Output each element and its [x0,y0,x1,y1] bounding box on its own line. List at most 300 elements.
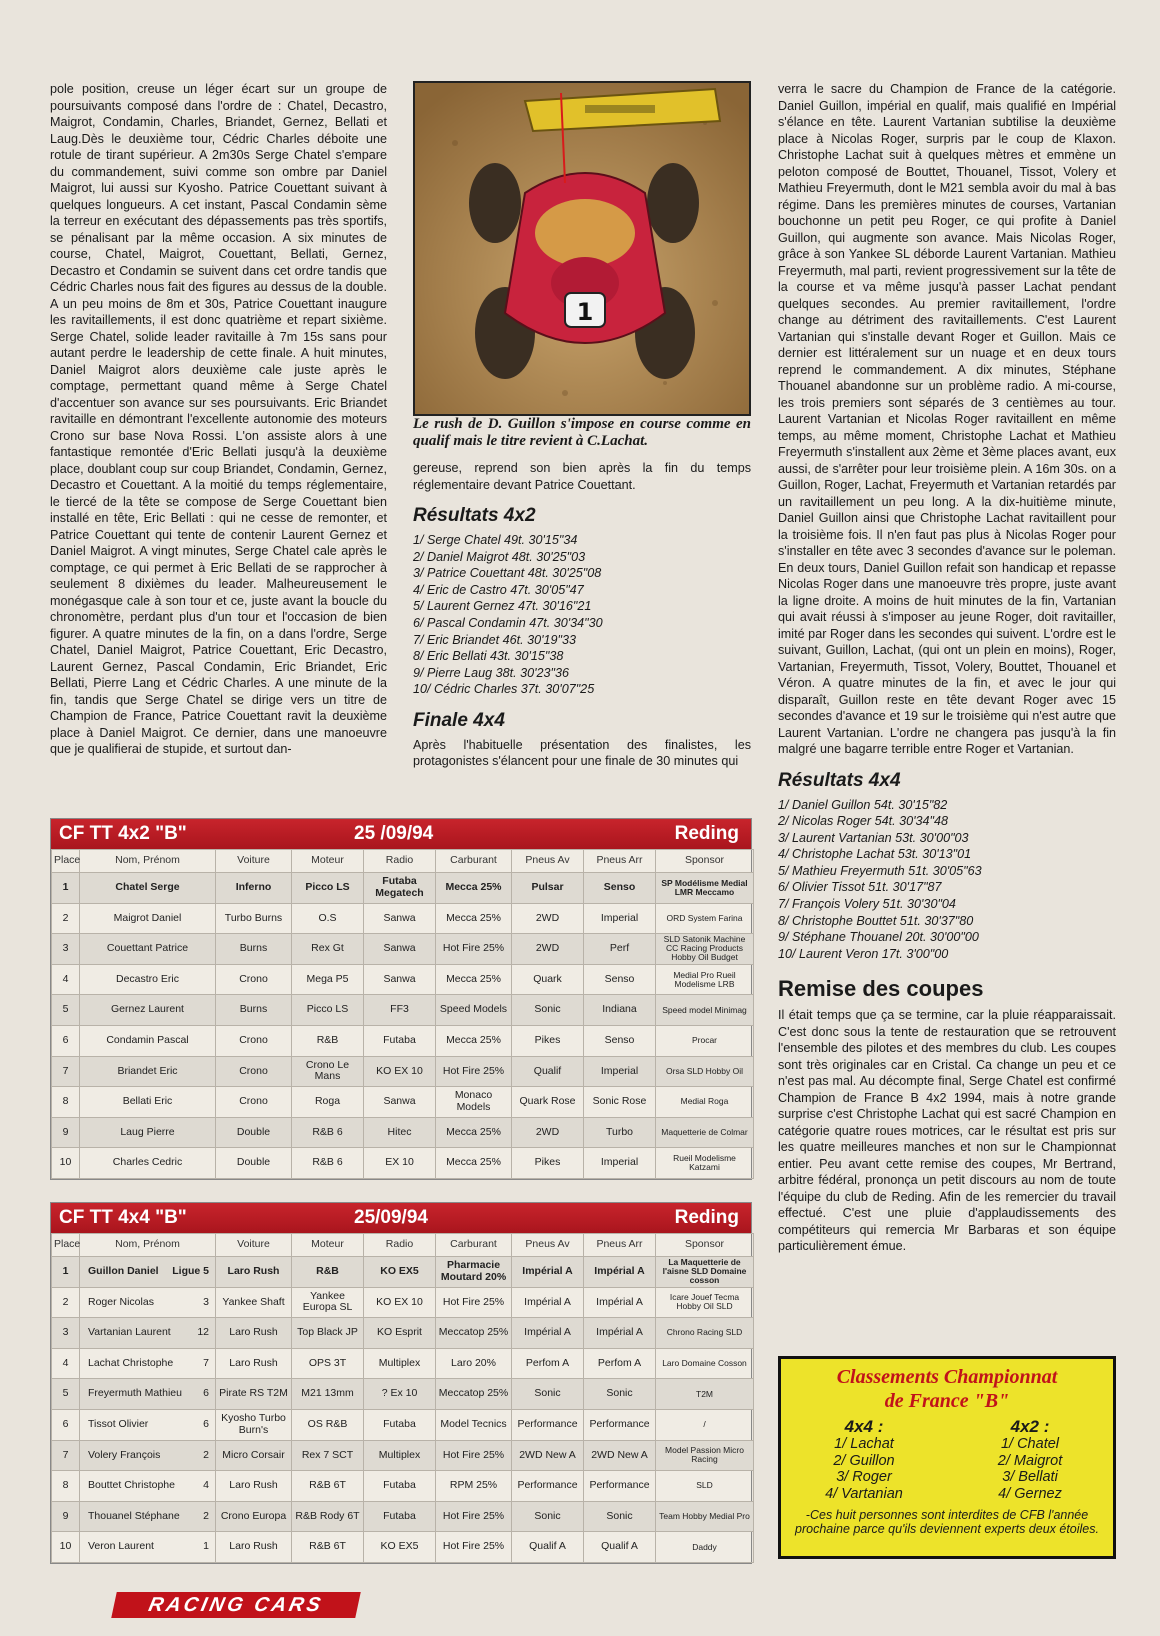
table-row [52,1025,754,1056]
cell: Imperial [584,1056,656,1087]
result-item: 5/ Mathieu Freyermuth 51t. 30'05"63 [778,863,982,878]
cell [80,1409,216,1440]
cell: Burns [216,934,292,965]
cell: R&B 6 [292,1117,364,1148]
result-item: 10/ Laurent Veron 17t. 3'00"00 [778,946,949,961]
result-item: 5/ Laurent Gernez 47t. 30'16"21 [413,599,592,614]
cell: Futaba [364,1501,436,1532]
col-header: Voiture [216,850,292,873]
result-item: 4/ Christophe Lachat 53t. 30'13"01 [778,847,972,862]
cell: Qualif A [584,1532,656,1563]
cell: Laro Rush [216,1318,292,1349]
result-item: 1/ Serge Chatel 49t. 30'15"34 [413,533,578,547]
driver-name: Tissot Olivier [88,1418,149,1431]
cell: Rueil Modelisme Katzami [656,1148,754,1179]
cell: Decastro Eric [80,964,216,995]
league-number: 1 [203,1540,209,1553]
driver-name: Guillon Daniel [88,1265,159,1278]
classements-4x2 [947,1417,1113,1502]
cell: ORD System Farina [656,903,754,934]
cell: Futaba Megatech [364,873,436,904]
cell: Pikes [512,1025,584,1056]
table-row [52,1348,754,1379]
article-text: Il était temps que ça se termine, car la pluie réapparaissait. C'est donc sous la tente de restauration que se retrouvent l'ensemble des pilotes et des membres du club. Les coupes sont très originales car en Cristal. Ca change un peu et ce n'est pas mal. Au décompte final, Serge Chatel est confirmé Champion de France B 4x2 1994, mais à notre grande surprise c'est Christophe Lachat qui est sacré Champion en catégorie quatre roues motrices, car le résultat est pris sur les quatre meilleures manches et non sur le Championnat entier. Peu avant cette remise des coupes, Mr Bertrand, arbitre fédéral, prononça un petit discours au nom de toute l'équipe du club de Reding. Afin de les remercier du travail effectué. C'est une pluie d'applaudissements des compétiteurs qui remercia Mr Barbaras et son équipe particulièrement émue. [778,1008,1116,1254]
cell: Crono Europa [216,1501,292,1532]
results-4x4-list [778,797,1116,963]
cell: Burns [216,995,292,1026]
cell: Charles Cedric [80,1148,216,1179]
cell: Perf [584,934,656,965]
table-row [52,1287,754,1318]
cell: Crono [216,1025,292,1056]
cell: SLD Satonik Machine CC Racing Products Hobby Oil Budget [656,934,754,965]
result-item: 8/ Eric Bellati 43t. 30'15"38 [413,649,564,664]
table-row [52,1379,754,1410]
cell: Pulsar [512,873,584,904]
cell: 7 [52,1056,80,1087]
cell: Perfom A [584,1348,656,1379]
cell: ? Ex 10 [364,1379,436,1410]
driver-name: Roger Nicolas [88,1295,154,1308]
cell: Pikes [512,1148,584,1179]
table-date: 25 /09/94 [354,823,434,844]
results-table-4x2 [50,818,752,1180]
classements-title-line: de France "B" [884,1390,1010,1412]
cell: R&B Rody 6T [292,1501,364,1532]
cell: Kyosho Turbo Burn's [216,1409,292,1440]
classements-item: 4/ Vartanian [825,1485,903,1502]
cell: Sanwa [364,934,436,965]
article-text: pole position, creuse un léger écart sur un groupe de poursuivants composé dans l'ordre de : Chatel, Decastro, Maigrot, Condamin, Charles, Briandet, Gernez, Bellati et Laug.Dès le deuxième tour, Cédric Charles déboite une rotule de tirant supérieur. A 2m30s Serge Chatel s'empare du commandement, suivi comme son ombre par Daniel Maigrot, lui aussi sur Kyosho. Patrice Couettant suivant à quelques longueurs. A cet instant, Pascal Condamin sème la terreur en exécutant des dépassements pas très sportifs, se pénalisant par la même occasion. A six minutes de course, Chatel, Maigrot, Couettant, Bellati, Gernez, Decastro et Condamin se suivent dans cet ordre tandis que Cédric Charles nous fait des figures au dessus de la double. A un peu moins de 8m et 30s, Patrice Couettant inaugure les ravitaillements, il est donc quatrième et repart sixième. Serge Chatel, solide leader ravitaille à 7m 15s sans pour autant perdre le leadership de cette finale. A huit minutes, Daniel Maigrot alors deuxième cale juste après le comptage, permettant quand même à Serge Chatel d'accentuer son avance sur ses poursuivants. Eric Briandet ravitaille en démontrant l'excellente autonomie des moteurs Crono sur base Nova Rossi. L'on assiste alors à une fantastique remontée d'Eric Bellati jusqu'à la deuxième place, doublant coup sur coup Briandet, Condamin, Gernez, Decastro et Couettant. A la moitié du temps réglementaire, le tiercé de la tête se compose de Serge Couettant bien installé en tête, Eric Bellati : qui ne cesse de remonter, et Patrice Couettant qui tente de contenir Laurent Gernez et Daniel Maigrot. A vingt minutes, Serge Chatel cale après le comptage, ce qui permet à Eric Bellati de se rapprocher à seulement 8 dixièmes du leader. Malheureusement le monégasque cale à son tour et ce, juste avant la boucle du chronomètre, perdant plus d'un tour et l'occasion de bien figurer. A quatre minutes de la fin, on a dans l'ordre, Serge Chatel, Daniel Maigrot, Patrice Couettant, Eric Decastro, Laurent Gernez, Pascal Condamin, Eric Briandet, Eric Bellati, Pierre Lang et Cédric Charles. A une minute de la fin, tandis que Serge Chatel se dirige vers un titre de Champion de France, Patrice Couettant ravit la deuxième place à Daniel Maigrot. Ce dernier, dans une manoeuvre que je qualifierai de stupide, et surtout dan- [50,82,387,756]
cell: Speed model Minimag [656,995,754,1026]
cell [80,1532,216,1563]
cell: / [656,1409,754,1440]
result-item: 6/ Olivier Tissot 51t. 30'17"87 [778,880,942,895]
cell: Turbo [584,1117,656,1148]
cell: Gernez Laurent [80,995,216,1026]
cell: Rex Gt [292,934,364,965]
table-row [52,1257,754,1288]
league-number: 3 [203,1295,209,1308]
cell: Indiana [584,995,656,1026]
league-number: 6 [203,1418,209,1431]
cell: Impérial A [512,1257,584,1288]
svg-text:1: 1 [576,298,594,326]
table-row [52,1471,754,1502]
cell: O.S [292,903,364,934]
cell: Hot Fire 25% [436,1440,512,1471]
classements-heading: 4x4 : [844,1417,884,1436]
results-4x4-heading: Résultats 4x4 [778,769,901,791]
driver-name: Thouanel Stéphane [88,1509,180,1522]
classements-item: 1/ Chatel [1000,1436,1060,1452]
cell: SP Modélisme Medial LMR Meccamo [656,873,754,904]
col-header: Pneus Arr [584,850,656,873]
cell: 2WD New A [512,1440,584,1471]
cell [80,1379,216,1410]
cell: Sanwa [364,964,436,995]
cell: FF3 [364,995,436,1026]
racing-cars-logo: RACING CARS [111,1592,361,1618]
col-header: Sponsor [656,1234,754,1257]
cell: Sonic Rose [584,1087,656,1118]
cell: Yankee Europa SL [292,1287,364,1318]
table-date: 25/09/94 [354,1207,428,1228]
cell: KO EX 10 [364,1287,436,1318]
cell: Performance [512,1409,584,1440]
cell: SLD [656,1471,754,1502]
table-title: CF TT 4x4 "B" [59,1207,187,1228]
cell: T2M [656,1379,754,1410]
cell: Impérial A [512,1318,584,1349]
cell: Laro Domaine Cosson [656,1348,754,1379]
cell: Laro Rush [216,1348,292,1379]
classements-item: 2/ Guillon [833,1452,895,1469]
cell: Top Black JP [292,1318,364,1349]
table-row [52,903,754,934]
result-item: 10/ Cédric Charles 37t. 30'07"25 [413,682,595,697]
cell: Senso [584,964,656,995]
cell: Meccatop 25% [436,1379,512,1410]
classements-box [778,1356,1116,1559]
cell: Laro 20% [436,1348,512,1379]
cell [80,1471,216,1502]
cell: Performance [584,1409,656,1440]
cell: Qualif [512,1056,584,1087]
cell: Picco LS [292,873,364,904]
cell: R&B [292,1025,364,1056]
col-header: Pneus Arr [584,1234,656,1257]
table-row [52,1501,754,1532]
cell: 8 [52,1087,80,1118]
cell: Impérial A [584,1257,656,1288]
cell: Team Hobby Medial Pro [656,1501,754,1532]
cell [80,1257,216,1288]
cell: Hot Fire 25% [436,1501,512,1532]
league-number: Ligue 5 [172,1265,209,1278]
cell: Model Passion Micro Racing [656,1440,754,1471]
cell: KO EX5 [364,1532,436,1563]
cell: Pharmacie Moutard 20% [436,1257,512,1288]
cell: Mega P5 [292,964,364,995]
cell: Monaco Models [436,1087,512,1118]
cell [80,1348,216,1379]
col-header: Place [52,1234,80,1257]
classements-item: 2/ Maigrot [997,1452,1063,1469]
col-header: Radio [364,1234,436,1257]
table-row [52,1409,754,1440]
cell: Impérial A [584,1318,656,1349]
cell: Hot Fire 25% [436,1287,512,1318]
cell: 2WD New A [584,1440,656,1471]
cell: Mecca 25% [436,1148,512,1179]
cell: Senso [584,873,656,904]
cell: Hot Fire 25% [436,1532,512,1563]
driver-name: Bouttet Christophe [88,1479,175,1492]
cell: Laug Pierre [80,1117,216,1148]
results-table-4x4 [50,1202,752,1564]
cell: Sanwa [364,903,436,934]
cell: Crono [216,1056,292,1087]
driver-name: Volery François [88,1448,161,1461]
cell: 8 [52,1471,80,1502]
cell: Procar [656,1025,754,1056]
cell: 3 [52,934,80,965]
cell: R&B 6T [292,1471,364,1502]
table-location: Reding [674,823,739,844]
cell: Laro Rush [216,1471,292,1502]
cell: Maigrot Daniel [80,903,216,934]
cell: EX 10 [364,1148,436,1179]
table-row [52,1532,754,1563]
cell: Perfom A [512,1348,584,1379]
col-header: Moteur [292,1234,364,1257]
cell: Laro Rush [216,1532,292,1563]
result-item: 9/ Stéphane Thouanel 20t. 30'00"00 [778,930,979,945]
result-item: 1/ Daniel Guillon 54t. 30'15"82 [778,797,948,812]
classements-title-line: Classements Championnat [836,1366,1058,1388]
cell: Impérial A [584,1287,656,1318]
cell: Qualif A [512,1532,584,1563]
cell: Mecca 25% [436,1025,512,1056]
col-header: Radio [364,850,436,873]
cell: Chrono Racing SLD [656,1318,754,1349]
cell: Mecca 25% [436,903,512,934]
article-column-3 [778,81,1116,1255]
cell: 2 [52,903,80,934]
table-row [52,964,754,995]
cell: Hot Fire 25% [436,1056,512,1087]
cell: Sonic [512,1501,584,1532]
cell: Sonic [584,1379,656,1410]
cell: 4 [52,1348,80,1379]
classements-4x4 [781,1417,947,1502]
cell: Crono Le Mans [292,1056,364,1087]
cell: Sonic [584,1501,656,1532]
cell: Imperial [584,1148,656,1179]
cell: Crono [216,1087,292,1118]
article-column-1 [50,81,387,786]
cell: Pirate RS T2M [216,1379,292,1410]
driver-name: Vartanian Laurent [88,1326,171,1339]
col-header: Sponsor [656,850,754,873]
col-header: Pneus Av [512,850,584,873]
cell: Multiplex [364,1440,436,1471]
table-grid [51,849,754,1179]
cell: 6 [52,1409,80,1440]
results-4x2-heading: Résultats 4x2 [413,505,536,526]
cell: Speed Models [436,995,512,1026]
league-number: 2 [203,1509,209,1522]
cell: Couettant Patrice [80,934,216,965]
cell: KO EX 10 [364,1056,436,1087]
article-text: verra le sacre du Champion de France de la catégorie. Daniel Guillon, impérial en qualif, mais qualifié en Impérial s'élance en tête. Laurent Vartanian subtilise la deuxième place à Nicolas Roger, surpris par le coup de Klaxon. Christophe Lachat suit à quelques mètres et emmène un peloton composé de Bouttet, Thouanel, Tissot, Volery et Mathieu Freyermuth, dont le M21 sembla avoir du mal à bas régime. Dans les premières minutes de courses, Vartanian bouchonne un petit peu Roger, ce qui profite à Daniel Guillon, qui augmente son avance. Mais Nicolas Roger, grâce à son Yankee SL déborde Laurent Vartanian. Mathieu Freyermuth, mal parti, revient progressivement sur la tête de la course et va même jusqu'à passer Lachat pendant quelques secondes. Au premier ravitaillement, l'ordre change au détriment des ravitaillements. C'est Laurent Vartanian qui s'installe devant Roger et Guillon. Mais ce dernier est littéralement sur un nuage et en deux tours reprend le commandement. A dix minutes, Stéphane Thouanel abandonne sur un problème radio. A mi-course, les trois premiers sont séparés de 3 centièmes au tour. Laurent Vartanian et Nicolas Roger ravitaillent en même temps, au même moment, Christophe Lachat et Mathieu Freyermuth s'installent aux 2ème et 3ème places avant, eux aussi, de s'arrêter pour leur troisième plein. A 16m 30s. on a Guillon, Roger, Lachat, Freyermuth et Vartanian retardés par un ravitaillement un peu long. A la dix-huitième minute, Daniel Guillon ainsi que Christophe Lachat ravitaillent pour la troisième fois. Il n'en faut pas plus à Nicolas Roger pour s'installer en tête avec 3 secondes d'avance sur le poleman. En deux tours, Daniel Guillon refait son handicap et repasse Nicolas Roger dans une manoeuvre très propre, juste avant la ligne droite. A moins de huit minutes de la fin, Vartanian qui avait réussi à s'imposer au jeune Roger, doit ravitailler, imité par Roger dans les secondes qui suivent. L'ordre est le suivant, Guillon, Lachat, (qui ont un plein en moins), Roger, Vartanian, Freyermuth, Tissot, Volery, Bouttet, Thouanel et Véron. A quatre minutes de la fin, et avec le jour qui disparaît, Guillon reste en tête devant Roger avec 15 secondes d'avance et 19 sur le troisième qui n'est autre que Laurent Vartanian. L'ordre ne changera pas jusqu'à la fin malgré une bagarre terrible entre Roger et Vartanian. [778,82,1116,756]
classements-title [781,1365,1113,1413]
cell: Rex 7 SCT [292,1440,364,1471]
result-item: 3/ Laurent Vartanian 53t. 30'00"03 [778,830,969,845]
cell: Inferno [216,873,292,904]
cell [80,1501,216,1532]
result-item: 6/ Pascal Condamin 47t. 30'34"30 [413,615,603,630]
league-number: 4 [203,1479,209,1492]
cell: 5 [52,995,80,1026]
cell: Meccatop 25% [436,1318,512,1349]
league-number: 6 [203,1387,209,1400]
cell: 10 [52,1532,80,1563]
cell: M21 13mm [292,1379,364,1410]
table-row [52,1117,754,1148]
col-header: Carburant [436,850,512,873]
cell: 5 [52,1379,80,1410]
cell: 7 [52,1440,80,1471]
cell: Double [216,1148,292,1179]
cell: 2WD [512,934,584,965]
cell: 4 [52,964,80,995]
cell: 9 [52,1117,80,1148]
cell: Laro Rush [216,1257,292,1288]
cell: Futaba [364,1025,436,1056]
col-header: Carburant [436,1234,512,1257]
table-row [52,1056,754,1087]
cell: Briandet Eric [80,1056,216,1087]
cell: Crono [216,964,292,995]
cell: 1 [52,873,80,904]
article-column-2 [413,81,751,770]
cell: Futaba [364,1409,436,1440]
cell: Micro Corsair [216,1440,292,1471]
table-header-bar [51,1203,751,1233]
cell: Double [216,1117,292,1148]
result-item: 9/ Pierre Laug 38t. 30'23"36 [413,665,570,680]
cell: Turbo Burns [216,903,292,934]
cell: OPS 3T [292,1348,364,1379]
col-header: Place [52,850,80,873]
cell: Medial Pro Rueil Modelisme LRB [656,964,754,995]
cell: 9 [52,1501,80,1532]
table-row [52,1087,754,1118]
cell: Quark Rose [512,1087,584,1118]
league-number: 12 [197,1326,209,1339]
cell: Senso [584,1025,656,1056]
cell: Hot Fire 25% [436,934,512,965]
cell: Roga [292,1087,364,1118]
cell: Picco LS [292,995,364,1026]
rc-buggy-illustration [415,83,751,416]
cell: La Maquetterie de l'aisne SLD Domaine cosson [656,1257,754,1288]
cell: Quark [512,964,584,995]
table-location: Reding [674,1207,739,1228]
result-item: 4/ Eric de Castro 47t. 30'05"47 [413,582,584,597]
cell: Multiplex [364,1348,436,1379]
cell: R&B 6 [292,1148,364,1179]
cell: Performance [512,1471,584,1502]
race-car-photo [413,81,751,416]
results-4x2-list [413,532,751,698]
cell: Condamin Pascal [80,1025,216,1056]
result-item: 2/ Nicolas Roger 54t. 30'34"48 [778,814,948,829]
cell: Mecca 25% [436,964,512,995]
article-text: Après l'habituelle présentation des finalistes, les protagonistes s'élancent pour une finale de 30 minutes qui [413,737,751,769]
table-row [52,1148,754,1179]
cell: 6 [52,1025,80,1056]
classements-item: 1/ Lachat [834,1436,894,1452]
cell: Performance [584,1471,656,1502]
classements-heading: 4x2 : [1010,1417,1050,1436]
cell: Medial Roga [656,1087,754,1118]
table-row [52,1440,754,1471]
cell: KO Esprit [364,1318,436,1349]
classements-note: -Ces huit personnes sont interdites de CFB l'année prochaine parce qu'ils deviennent experts deux étoiles. [795,1508,1099,1536]
classements-item: 4/ Gernez [998,1485,1062,1502]
cell: Mecca 25% [436,1117,512,1148]
table-row [52,1318,754,1349]
cell: Daddy [656,1532,754,1563]
cell: R&B [292,1257,364,1288]
result-item: 7/ Eric Briandet 46t. 30'19"33 [413,632,576,647]
result-item: 3/ Patrice Couettant 48t. 30'25"08 [413,566,602,581]
cell: Imperial [584,903,656,934]
table-row [52,995,754,1026]
col-header: Nom, Prénom [80,1234,216,1257]
cell: Orsa SLD Hobby Oil [656,1056,754,1087]
cell: 1 [52,1257,80,1288]
league-number: 2 [203,1448,209,1461]
table-header-bar [51,819,751,849]
article-text: gereuse, reprend son bien après la fin du temps réglementaire devant Patrice Couettant. [413,461,751,492]
col-header: Moteur [292,850,364,873]
cell: 2WD [512,903,584,934]
cell [80,1287,216,1318]
classements-item: 3/ Bellati [1002,1469,1058,1485]
table-title: CF TT 4x2 "B" [59,823,187,844]
cell: 2 [52,1287,80,1318]
cell: Sanwa [364,1087,436,1118]
cell: Bellati Eric [80,1087,216,1118]
driver-name: Veron Laurent [88,1540,154,1553]
cell: OS R&B [292,1409,364,1440]
cell: Chatel Serge [80,873,216,904]
cell: Mecca 25% [436,873,512,904]
col-header: Pneus Av [512,1234,584,1257]
result-item: 7/ François Volery 51t. 30'30"04 [778,897,956,912]
cell [80,1318,216,1349]
cell: R&B 6T [292,1532,364,1563]
cell: Sonic [512,995,584,1026]
cell: Sonic [512,1379,584,1410]
cell: 2WD [512,1117,584,1148]
cell: Yankee Shaft [216,1287,292,1318]
cell: Futaba [364,1471,436,1502]
cell: Hitec [364,1117,436,1148]
photo-caption: Le rush de D. Guillon s'impose en course comme en qualif mais le titre revient à C.Lachat. [413,416,751,449]
col-header: Nom, Prénom [80,850,216,873]
result-item: 8/ Christophe Bouttet 51t. 30'37"80 [778,913,974,928]
driver-name: Lachat Christophe [88,1356,174,1369]
cell: 3 [52,1318,80,1349]
table-grid [51,1233,754,1563]
cell: RPM 25% [436,1471,512,1502]
col-header: Voiture [216,1234,292,1257]
result-item: 2/ Daniel Maigrot 48t. 30'25"03 [413,549,586,564]
cell: Impérial A [512,1287,584,1318]
cell: Maquetterie de Colmar [656,1117,754,1148]
cell: Model Tecnics [436,1409,512,1440]
cell [80,1440,216,1471]
cell: Icare Jouef Tecma Hobby Oil SLD [656,1287,754,1318]
table-row [52,873,754,904]
league-number: 7 [203,1356,209,1369]
cell: 10 [52,1148,80,1179]
